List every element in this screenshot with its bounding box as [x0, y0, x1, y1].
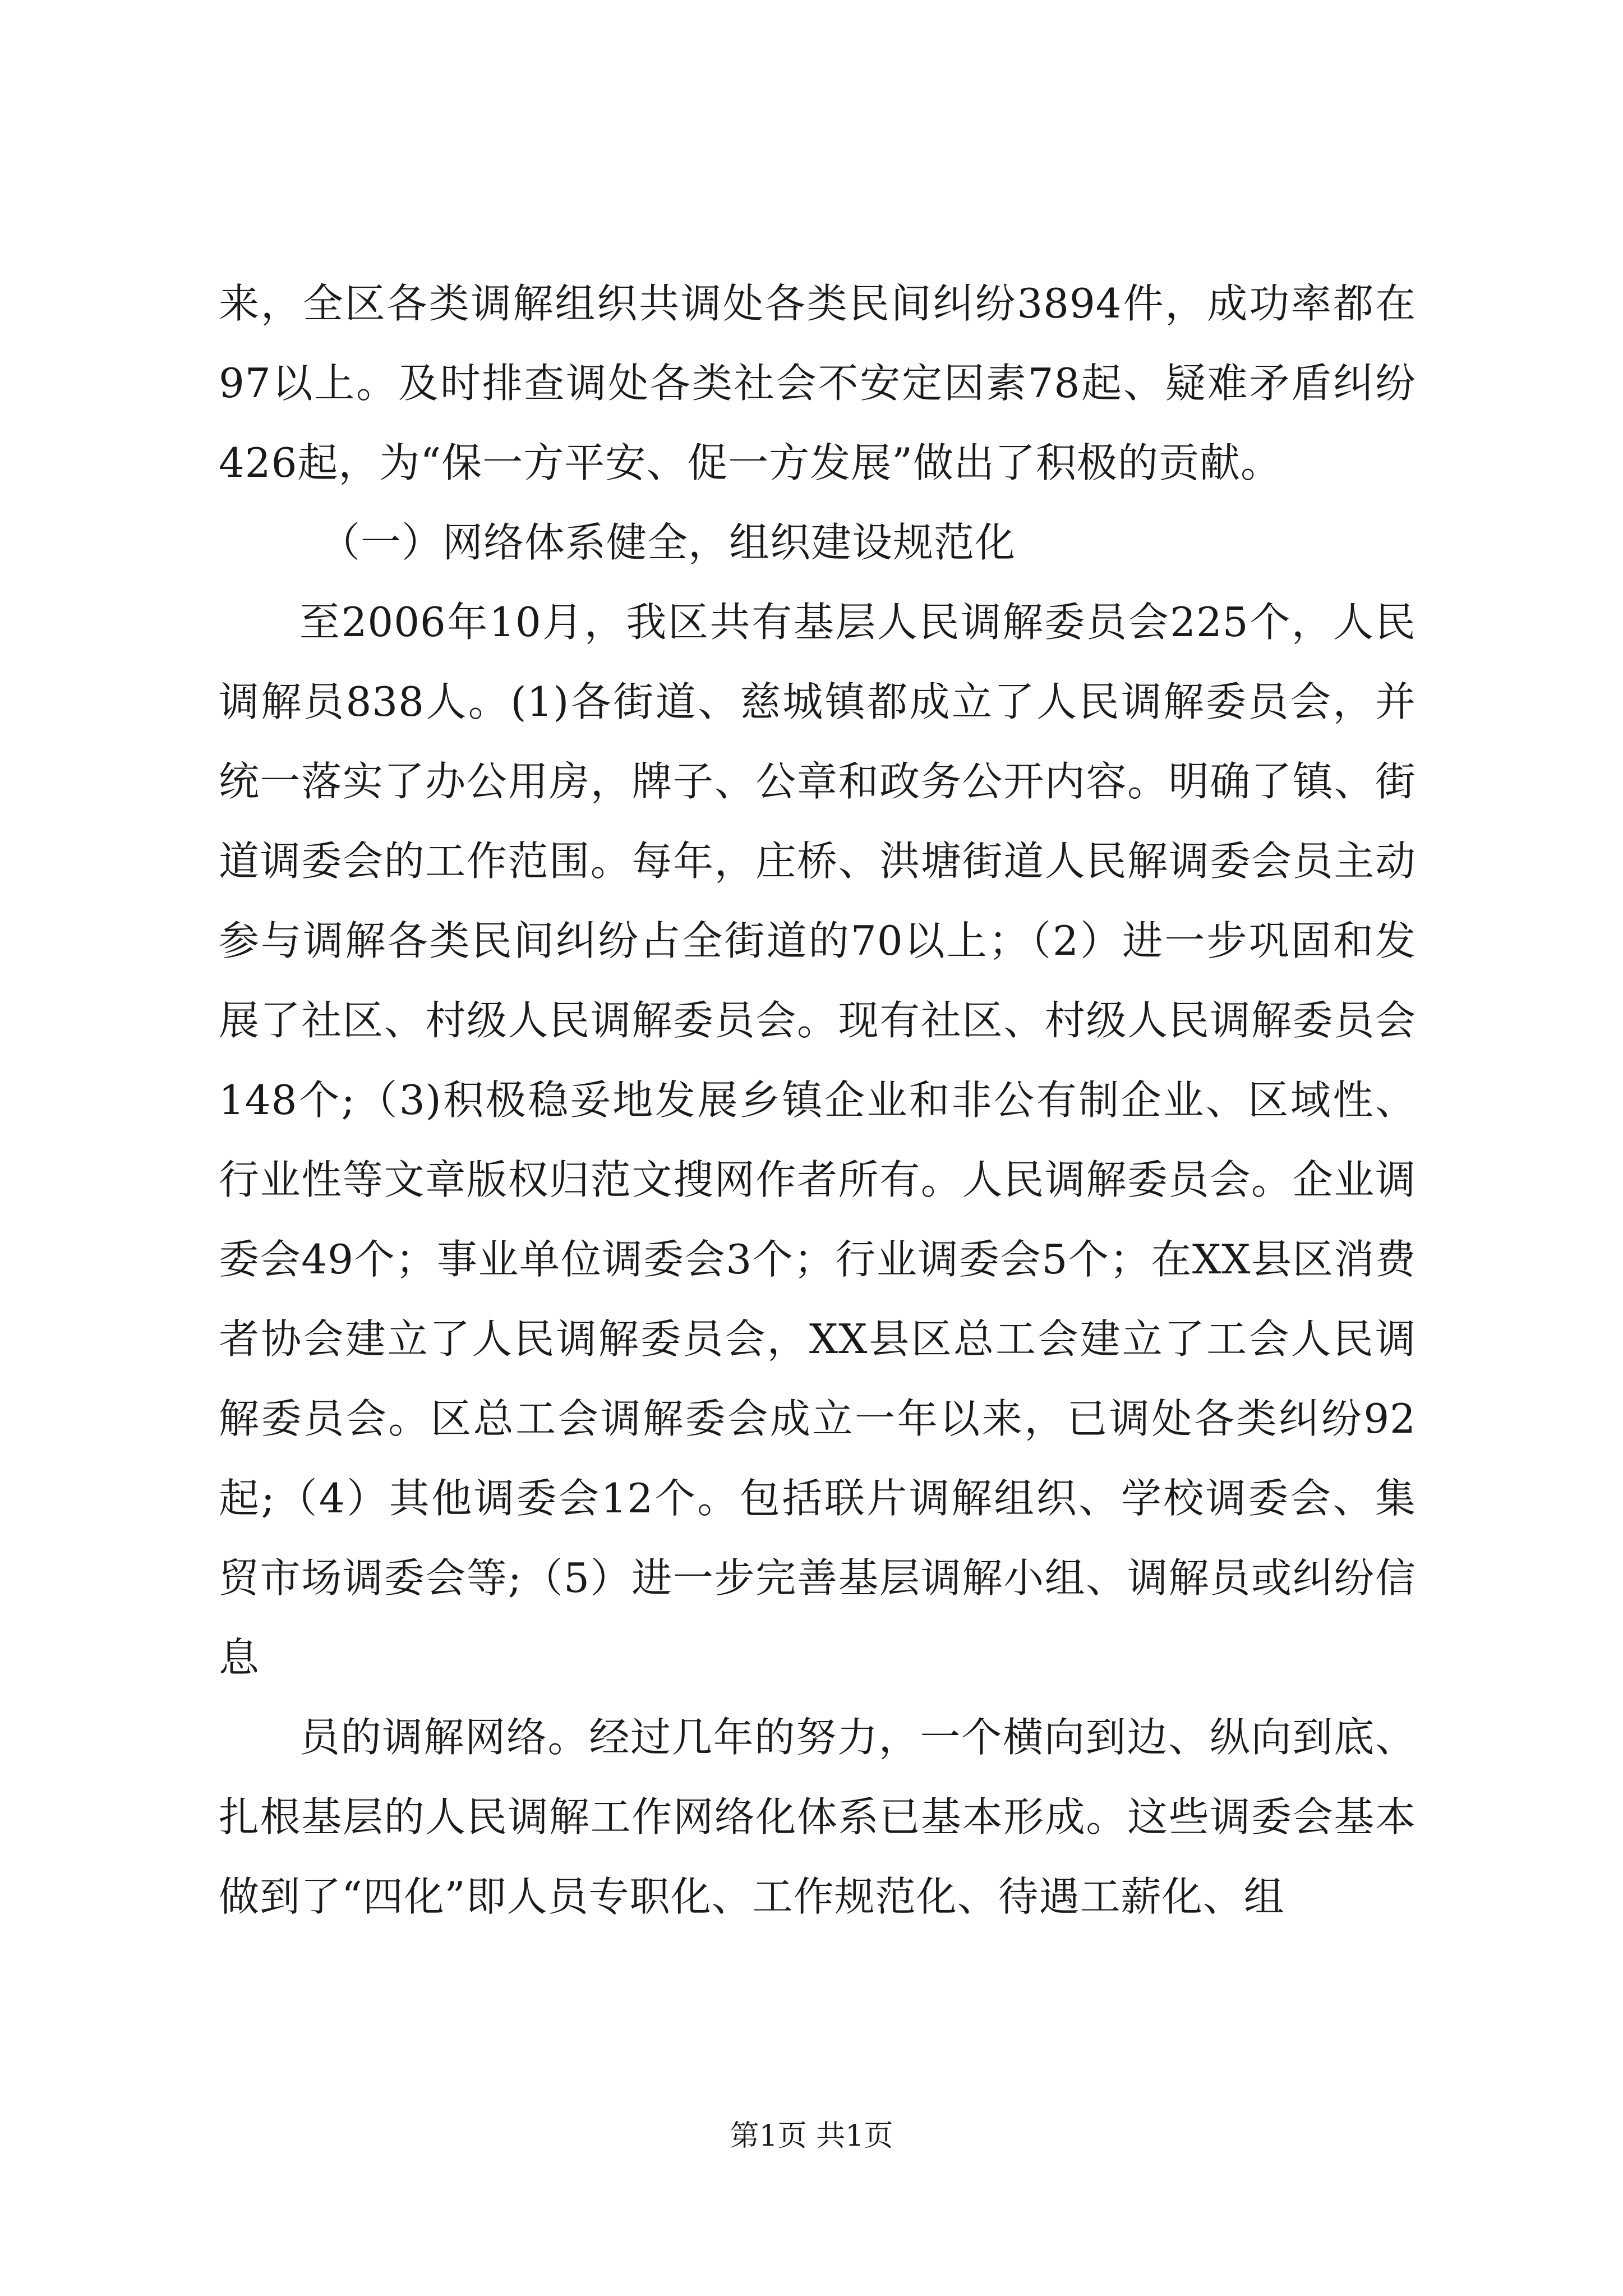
document-body: [219, 264, 1416, 1936]
page-number-footer: 第1页 共1页: [730, 2119, 893, 2153]
paragraph-continuation: 来，全区各类调解组织共调处各类民间纠纷3894件，成功率都在97以上。及时排查调处各类社会不安定因素78起、疑难矛盾纠纷426起，为“保一方平安、促一方发展”做出了积极的贡献。: [219, 280, 1416, 486]
section-heading: （一）网络体系健全，组织建设规范化: [320, 519, 1016, 566]
paragraph: 至2006年10月，我区共有基层人民调解委员会225个，人民调解员838人。(1)各街道、慈城镇都成立了人民调解委员会，并统一落实了办公用房，牌子、公章和政务公开内容。明确了镇、街道调委会的工作范围。每年，庄桥、洪塘街道人民解调委会员主动参与调解各类民间纠纷占全街道的70以上；（2）进一步巩固和发展了社区、村级人民调解委员会。现有社区、村级人民调解委员会148个;（3)积极稳妥地发展乡镇企业和非公有制企业、区域性、行业性等文章版权归范文搜网作者所有。人民调解委员会。企业调委会49个；事业单位调委会3个；行业调委会5个；在XX县区消费者协会建立了人民调解委员会，XX县区总工会建立了工会人民调解委员会。区总工会调解委会成立一年以来，已调处各类纠纷92起;（4）其他调委会12个。包括联片调解组织、学校调委会、集贸市场调委会等;（5）进一步完善基层调解小组、调解员或纠纷信息: [219, 599, 1416, 1681]
paragraph: 员的调解网络。经过几年的努力，一个横向到边、纵向到底、扎根基层的人民调解工作网络化体系已基本形成。这些调委会基本做到了“四化”即人员专职化、工作规范化、待遇工薪化、组: [219, 1714, 1416, 1920]
